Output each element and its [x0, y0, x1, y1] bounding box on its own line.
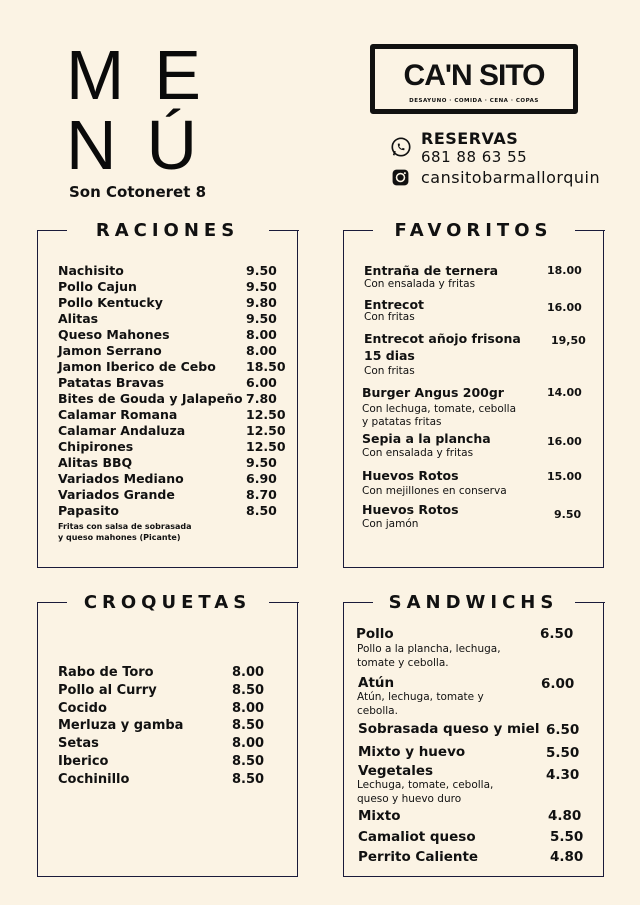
sandwichs-item-price: 6.00: [541, 676, 575, 692]
favoritos-item-price: 16.00: [547, 301, 582, 314]
reservas-label: RESERVAS: [421, 129, 519, 148]
instagram-icon: [391, 168, 410, 187]
sandwichs-item-desc: Atún, lechuga, tomate y: [357, 691, 484, 703]
logo-tagline: DESAYUNO · COMIDA · CENA · COPAS: [409, 98, 539, 104]
croquetas-item-name: Cochinillo: [58, 771, 130, 787]
croquetas-item-price: 8.50: [232, 754, 265, 769]
sandwichs-item-desc: Lechuga, tomate, cebolla,: [357, 779, 494, 791]
sandwichs-item-price: 6.50: [546, 722, 580, 738]
raciones-item-price: 8.00: [246, 327, 277, 342]
logo-name: CA'N SITO: [403, 59, 545, 92]
raciones-item-name: Papasito: [58, 503, 119, 518]
favoritos-item-price: 16.00: [547, 435, 582, 448]
croquetas-title: CROQUETAS: [83, 592, 252, 613]
raciones-item-name: Patatas Bravas: [58, 375, 165, 390]
raciones-item-name: Bites de Gouda y Jalapeño: [58, 391, 243, 406]
raciones-title: RACIONES: [95, 220, 240, 241]
raciones-item-name: Variados Grande: [58, 487, 175, 502]
raciones-item-name: Calamar Andaluza: [58, 423, 186, 438]
croquetas-item-price: 8.50: [232, 682, 265, 698]
raciones-item-name: Jamon Iberico de Cebo: [58, 359, 216, 374]
raciones-item-price: 9.50: [246, 263, 277, 278]
raciones-item-price: 12.50: [246, 407, 286, 422]
croquetas-item-price: 8.50: [232, 771, 265, 787]
sandwichs-item-name: Pollo: [356, 626, 394, 642]
raciones-note: Fritas con salsa de sobrasada: [58, 522, 192, 531]
raciones-item-name: Variados Mediano: [58, 471, 184, 486]
favoritos-item-desc: Con ensalada y fritas: [364, 278, 476, 290]
sandwichs-item-name: Sobrasada queso y miel: [358, 721, 540, 737]
menu-title-line-2: NÚ: [66, 106, 228, 184]
raciones-item-name: Alitas BBQ: [58, 455, 133, 470]
sandwichs-item-name: Camaliot queso: [358, 829, 476, 845]
raciones-item-price: 12.50: [246, 423, 286, 438]
sandwichs-item-price: 4.80: [548, 808, 582, 824]
sandwichs-item-desc: cebolla.: [357, 705, 398, 717]
sandwichs-item-desc: queso y huevo duro: [357, 793, 462, 805]
favoritos-item-desc: Con jamón: [362, 518, 419, 530]
raciones-item-price: 6.90: [246, 471, 277, 486]
raciones-item-price: 12.50: [246, 439, 286, 454]
favoritos-item-desc: y patatas fritas: [362, 416, 442, 428]
sandwichs-item-desc: tomate y cebolla.: [357, 657, 449, 669]
menu-title: [66, 36, 231, 184]
favoritos-item-price: 9.50: [554, 508, 582, 521]
raciones-item-price: 8.00: [246, 343, 277, 358]
croquetas-item-price: 8.00: [232, 665, 265, 680]
sandwichs-item-name: Atún: [358, 675, 395, 691]
sandwichs-item-name: Mixto y huevo: [358, 744, 466, 760]
whatsapp-icon: [390, 136, 412, 158]
raciones-item-price: 8.50: [246, 503, 277, 518]
favoritos-item-name: Entrecot: [364, 297, 425, 312]
raciones-item-price: 9.80: [246, 295, 277, 310]
favoritos-item-name: Huevos Rotos: [362, 502, 459, 517]
raciones-item-name: Queso Mahones: [58, 327, 170, 342]
favoritos-item-name: 15 dias: [364, 348, 415, 363]
raciones-note: y queso mahones (Picante): [58, 533, 181, 542]
raciones-item-price: 9.50: [246, 279, 277, 294]
croquetas-item-price: 8.00: [232, 736, 265, 752]
favoritos-item-desc: Con lechuga, tomate, cebolla: [362, 403, 517, 415]
croquetas-item-name: Setas: [58, 736, 99, 752]
raciones-item-name: Jamon Serrano: [58, 343, 162, 358]
favoritos-item-name: Entraña de ternera: [364, 263, 499, 278]
favoritos-item-name: Sepia a la plancha: [362, 431, 491, 446]
raciones-item-price: 18.50: [246, 359, 286, 374]
favoritos-item-desc: Con fritas: [364, 311, 415, 323]
logo: [370, 44, 578, 114]
croquetas-item-name: Pollo al Curry: [58, 682, 157, 698]
raciones-item-name: Alitas: [58, 311, 99, 326]
sandwichs-item-desc: Pollo a la plancha, lechuga,: [357, 643, 501, 655]
raciones-item-price: 9.50: [246, 455, 277, 470]
croquetas-item-name: Rabo de Toro: [58, 665, 154, 680]
croquetas-item-price: 8.50: [232, 718, 265, 734]
raciones-item-name: Chipirones: [58, 439, 134, 454]
sandwichs-item-price: 5.50: [546, 745, 580, 761]
raciones-item-price: 7.80: [246, 391, 277, 406]
raciones-item-price: 9.50: [246, 311, 277, 326]
favoritos-item-price: 19,50: [551, 334, 586, 347]
favoritos-item-name: Entrecot añojo frisona: [364, 331, 521, 346]
raciones-item-price: 8.70: [246, 487, 277, 502]
raciones-item-name: Calamar Romana: [58, 407, 178, 422]
favoritos-item-price: 18.00: [547, 264, 582, 277]
sandwichs-item-price: 5.50: [550, 829, 584, 845]
sandwichs-item-name: Vegetales: [358, 763, 434, 779]
menu-title-line-1: ME: [66, 36, 231, 114]
favoritos-item-price: 14.00: [547, 386, 582, 399]
address: Son Cotoneret 8: [69, 183, 207, 201]
favoritos-item-desc: Con fritas: [364, 365, 415, 377]
raciones-item-name: Pollo Kentucky: [58, 295, 163, 310]
sandwichs-item-price: 4.80: [550, 849, 584, 865]
raciones-item-name: Nachisito: [58, 263, 124, 278]
sandwichs-title: SANDWICHS: [388, 592, 559, 613]
favoritos-item-name: Burger Angus 200gr: [362, 385, 504, 400]
sandwichs-item-name: Mixto: [358, 808, 401, 824]
croquetas-item-name: Merluza y gamba: [58, 718, 184, 734]
croquetas-item-price: 8.00: [232, 700, 265, 716]
croquetas-item-name: Cocido: [58, 700, 107, 716]
favoritos-item-desc: Con mejillones en conserva: [362, 485, 507, 497]
instagram-handle[interactable]: cansitobarmallorquin: [421, 168, 601, 187]
sandwichs-item-price: 6.50: [540, 626, 574, 642]
favoritos-item-desc: Con ensalada y fritas: [362, 447, 474, 459]
favoritos-item-price: 15.00: [547, 470, 582, 483]
croquetas-item-name: Iberico: [58, 754, 109, 769]
sandwichs-item-name: Perrito Caliente: [358, 849, 479, 865]
raciones-item-price: 6.00: [246, 375, 277, 390]
phone-number[interactable]: 681 88 63 55: [421, 148, 528, 166]
favoritos-item-name: Huevos Rotos: [362, 468, 459, 483]
favoritos-title: FAVORITOS: [394, 220, 553, 241]
raciones-item-name: Pollo Cajun: [58, 279, 137, 294]
sandwichs-item-price: 4.30: [546, 767, 580, 783]
